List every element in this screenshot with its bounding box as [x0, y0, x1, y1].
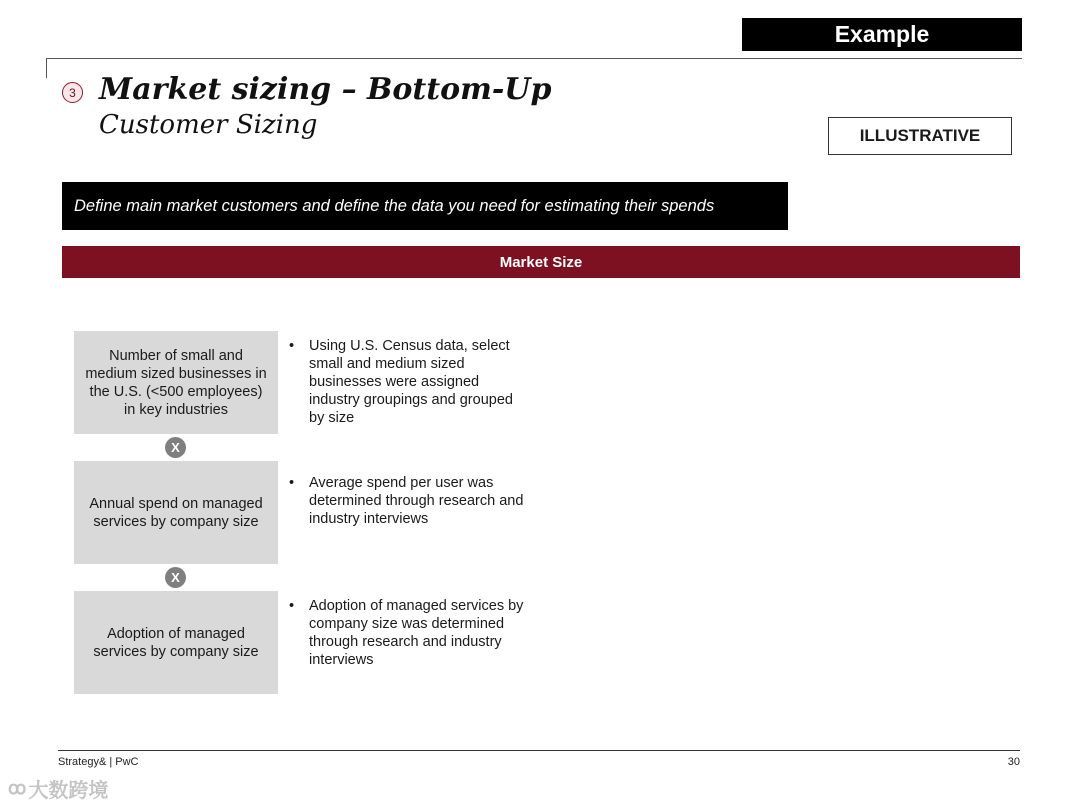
objective-banner: Define main market customers and define the data you need for estimating their spends: [62, 182, 788, 230]
watermark: [8, 774, 108, 803]
multiply-icon: X: [165, 567, 186, 588]
market-size-bar: Market Size: [62, 246, 1020, 278]
watermark-text: 大数跨境: [28, 780, 109, 802]
example-tag: Example: [742, 18, 1022, 51]
bullet-text: Using U.S. Census data, select small and medium sized businesses were assigned industry groupings and grouped by size: [309, 338, 513, 426]
multiply-icon: X: [165, 437, 186, 458]
footer-rule: [58, 750, 1020, 751]
header-rule: [46, 58, 1022, 59]
bullet-dot: •: [289, 598, 295, 614]
bullet-text: Adoption of managed services by company size was determined through research and industry interviews: [309, 598, 524, 668]
factor-box-businesses: Number of small and medium sized businesses in the U.S. (<500 employees) in key industries: [74, 331, 278, 434]
bullet-dot: •: [289, 475, 295, 491]
slide-title: Market sizing – Bottom-Up: [99, 72, 552, 107]
bullet-dot: •: [289, 338, 295, 354]
header-rule-tick: [46, 58, 47, 78]
bullet-businesses: [289, 337, 529, 427]
bullet-annual-spend: [289, 474, 529, 528]
slide-subtitle: Customer Sizing: [99, 110, 318, 140]
step-number-badge: 3: [62, 82, 83, 103]
illustrative-label: ILLUSTRATIVE: [828, 117, 1012, 155]
watermark-logo-icon: ꝏ: [8, 778, 25, 798]
bullet-adoption: [289, 597, 529, 669]
factor-box-adoption: Adoption of managed services by company size: [74, 591, 278, 694]
factor-box-annual-spend: Annual spend on managed services by company size: [74, 461, 278, 564]
page-number: 30: [1007, 756, 1020, 768]
bullet-text: Average spend per user was determined through research and industry interviews: [309, 475, 524, 527]
footer-source: Strategy& | PwC: [58, 756, 139, 768]
